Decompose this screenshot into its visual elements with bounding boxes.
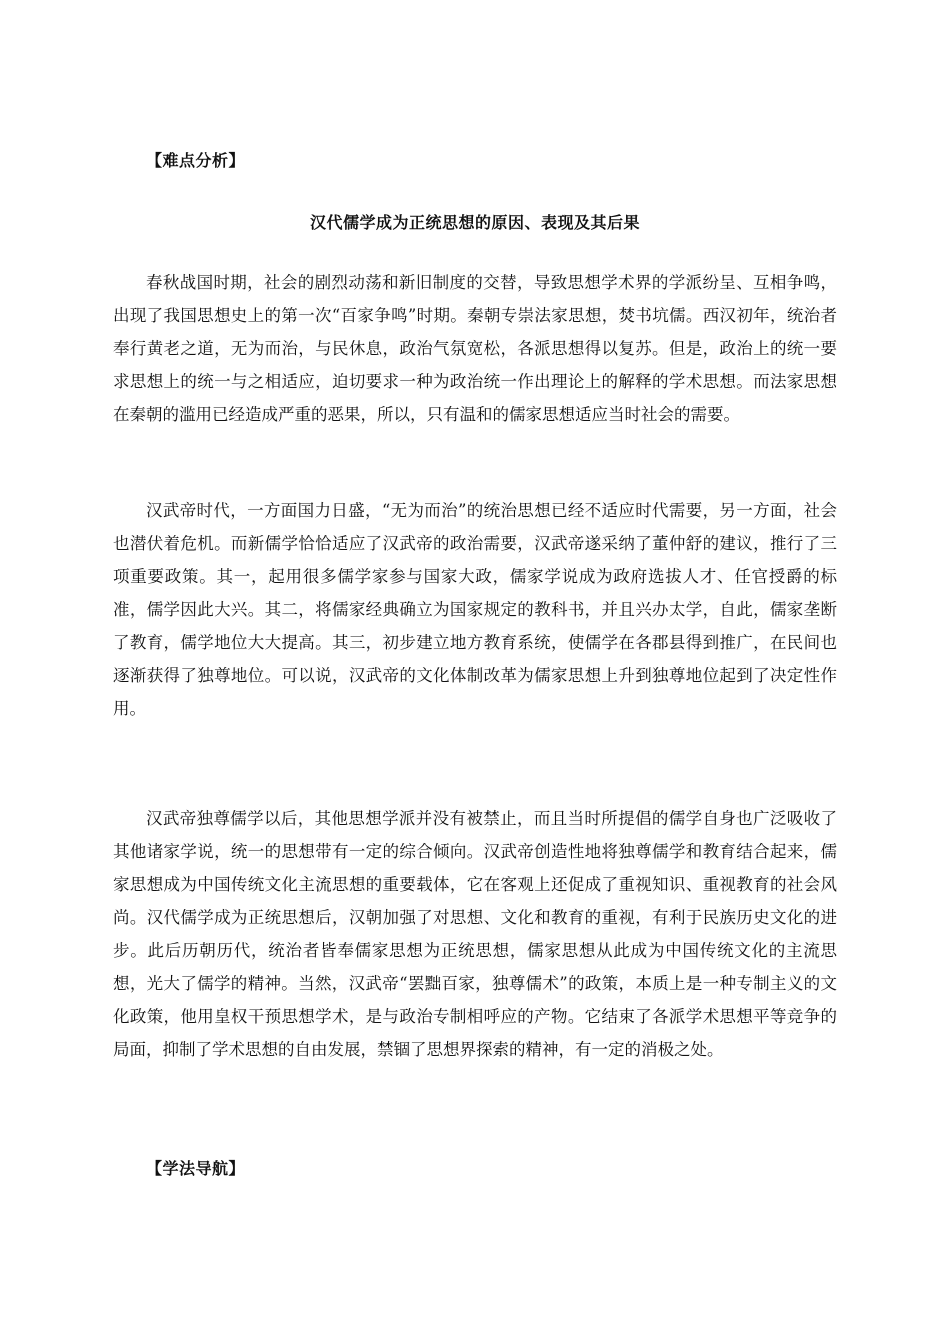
section-heading-difficulty-analysis: 【难点分析】: [146, 151, 246, 170]
body-paragraph: 春秋战国时期，社会的剧烈动荡和新旧制度的交替，导致思想学术界的学派纷呈、互相争鸣，出现了我国思想史上的第一次“百家争鸣”时期。秦朝专崇法家思想，焚书坑儒。西汉初年，统治者奉行黄老之道，无为而治，与民休息，政治气氛宽松，各派思想得以复苏。但是，政治上的统一要求思想上的统一与之相适应，迫切要求一种为政治统一作出理论上的解释的学术思想。而法家思想在秦朝的滥用已经造成严重的恶果，所以，只有温和的儒家思想适应当时社会的需要。: [113, 273, 837, 424]
document-title: 汉代儒学成为正统思想的原因、表现及其后果: [309, 213, 640, 232]
body-paragraph: 汉武帝独尊儒学以后，其他思想学派并没有被禁止，而且当时所提倡的儒学自身也广泛吸收了其他诸家学说，统一的思想带有一定的综合倾向。汉武帝创造性地将独尊儒学和教育结合起来，儒家思想成为中国传统文化主流思想的重要载体，它在客观上还促成了重视知识、重视教育的社会风尚。汉代儒学成为正统思想后，汉朝加强了对思想、文化和教育的重视，有利于民族历史文化的进步。此后历朝历代，统治者皆奉儒家思想为正统思想，儒家思想从此成为中国传统文化的主流思想，光大了儒学的精神。当然，汉武帝“罢黜百家，独尊儒术”的政策，本质上是一种专制主义的文化政策，他用皇权干预思想学术，是与政治专制相呼应的产物。它结束了各派学术思想平等竞争的局面，抑制了学术思想的自由发展，禁锢了思想界探索的精神，有一定的消极之处。: [113, 809, 837, 1059]
body-paragraph: 汉武帝时代，一方面国力日盛，“无为而治”的统治思想已经不适应时代需要，另一方面，社会也潜伏着危机。而新儒学恰恰适应了汉武帝的政治需要，汉武帝遂采纳了董仲舒的建议，推行了三项重要政策。其一，起用很多儒学家参与国家大政，儒家学说成为政府选拔人才、任官授爵的标准，儒学因此大兴。其二，将儒家经典确立为国家规定的教科书，并且兴办太学，自此，儒家垄断了教育，儒学地位大大提高。其三，初步建立地方教育系统，使儒学在各郡县得到推广，在民间也逐渐获得了独尊地位。可以说，汉武帝的文化体制改革为儒家思想上升到独尊地位起到了决定性作用。: [113, 501, 837, 718]
section-heading-study-method: 【学法导航】: [146, 1159, 246, 1178]
